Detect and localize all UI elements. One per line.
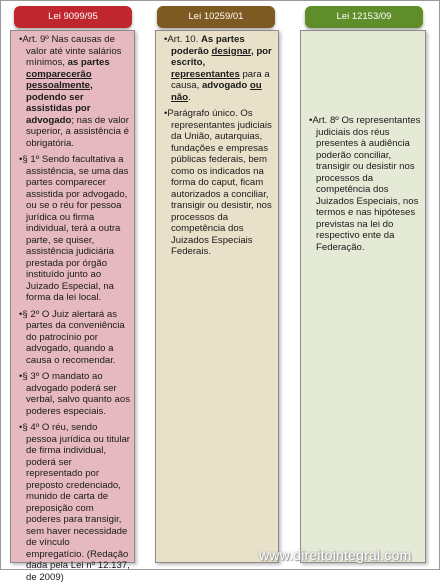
bullet-icon: • [309,115,313,126]
header-lei-10259: Lei 10259/01 [157,6,275,28]
text-segment: ; nas de valor superior, a assistência é obrigatória. [26,114,129,149]
bullet-icon: • [19,308,23,320]
article-paragraph [162,108,274,258]
text-segment: Art. 10. [167,34,201,45]
text-segment: . [188,91,191,103]
article-paragraph [162,34,274,103]
text-segment: , por escrito, [171,45,272,68]
text-segment: Art. 9º Nas causas de valor até vinte salários mínimos, [22,34,122,68]
bullet-icon: • [164,34,168,45]
box-lei-12153 [300,30,426,563]
text-segment: § 4º O réu, sendo pessoa jurídica ou titular de firma individual, poderá ser representado por preposto credenciado, munido de carta de preposição com poderes para transigir, sem haver necessidade de vínculo empregatício. (Redação dada pela Lei nº 12.137, de 2009) [22,422,130,583]
article-paragraph [17,422,130,583]
bullet-icon: • [19,422,23,433]
text-segment: as partes [67,57,110,68]
text-segment: § 1º Sendo facultativa a assistência, se uma das partes comparecer assistida por advogado, ou se o réu for pessoa jurídica ou firma individual, terá a outra parte, se quiser, assistência judiciária prestada por órgão instituído junto ao Juizado Especial, na forma da lei local. [22,154,129,303]
article-paragraph [17,371,130,417]
text-segment: comparecerão pessoalmente [26,68,92,91]
bullet-icon: • [19,371,23,382]
watermark: www.direitointegral.com [259,547,412,563]
text-segment: para a causa, [171,68,270,91]
text-segment: advogado [201,80,250,91]
text-segment: § 3º O mandato ao advogado poderá ser verbal, salvo quanto aos poderes especiais. [22,371,130,417]
text-segment: Parágrafo único. Os representantes judiciais da União, autarquias, fundações e empresas públicas federais, bem como os indicados na forma do caput, ficam autorizados a conciliar, transigir ou desistir, nos processos da competência dos Juizados Especiais Federais. [167,108,272,257]
text-segment: representantes [171,68,240,80]
text-segment: Art. 8º Os representantes judiciais dos réus presentes à audiência poderão conciliar, transigir ou desistir nos processos da competência dos Juizados Especiais, nos termos e nas hipóteses previstas na lei do respectivo ente da Federação. [312,115,421,253]
text-segment: designar [211,45,251,57]
bullet-icon: • [164,108,168,119]
text-segment: § 2º O Juiz alertará as partes da conveniência do patrocínio por advogado, quando a causa o recomendar. [22,308,125,366]
header-lei-9099: Lei 9099/95 [14,6,132,28]
text-segment: , podendo ser assistidas por advogado [26,80,93,126]
bullet-icon: • [19,34,23,45]
article-paragraph [17,34,130,149]
bullet-icon: • [19,154,23,165]
article-paragraph [307,115,421,253]
box-lei-9099 [10,30,135,583]
header-lei-12153: Lei 12153/09 [305,6,423,28]
text-segment: As partes poderão [171,34,245,57]
article-paragraph [17,309,130,367]
text-segment: ou não [171,80,262,103]
box-lei-10259 [155,30,279,563]
article-paragraph [17,154,130,304]
